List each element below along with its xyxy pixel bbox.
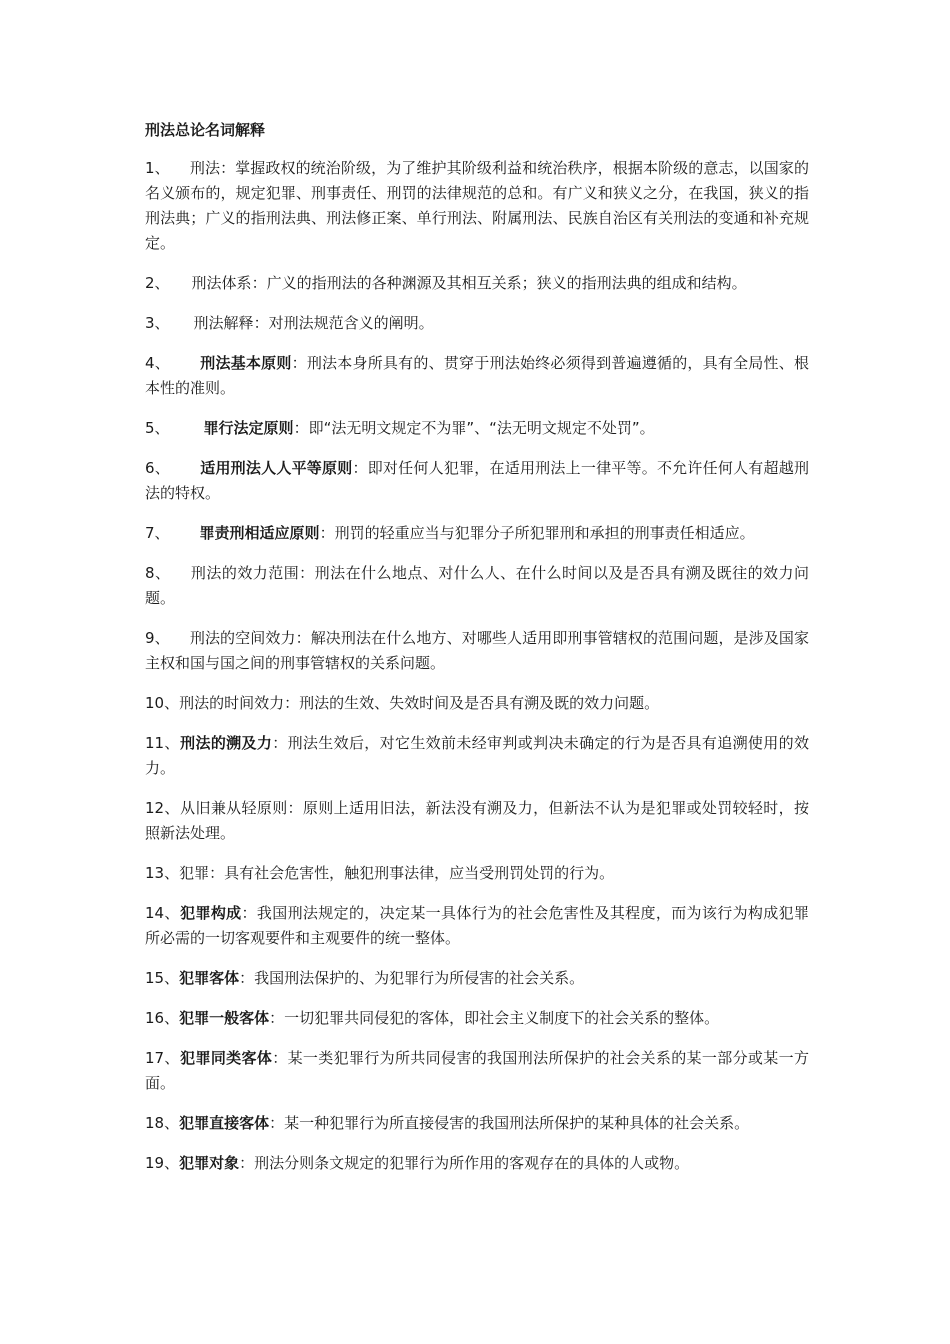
definition-entry: [145, 901, 809, 951]
entry-number: 14、: [145, 904, 180, 922]
entry-term: 适用刑法人人平等原则: [200, 459, 353, 477]
entry-separator: ：: [319, 524, 335, 542]
entry-number: 3、: [145, 314, 170, 332]
entry-number: 19、: [145, 1154, 180, 1172]
entry-term: 刑法的溯及力: [179, 734, 273, 752]
entry-definition: 我国刑法规定的，决定某一具体行为的社会危害性及其程度，而为该行为构成犯罪所必需的一切客观要件和主观要件的统一整体。: [145, 904, 809, 947]
entry-separator: ：: [287, 799, 303, 817]
entry-definition: 即“法无明文规定不为罪”、“法无明文规定不处罚”。: [308, 419, 655, 437]
entry-separator: ：: [220, 159, 236, 177]
entry-number: 12、: [145, 799, 180, 817]
entry-number: 16、: [145, 1009, 180, 1027]
entry-term: 犯罪同类客体: [179, 1049, 273, 1067]
entry-separator: ：: [299, 564, 315, 582]
definition-entry: [145, 521, 809, 546]
definition-entry: [145, 351, 809, 401]
entry-number: 18、: [145, 1114, 180, 1132]
definition-entry: [145, 416, 809, 441]
entry-term: 从旧兼从轻原则: [179, 799, 288, 817]
entry-definition: 刑法本身所具有的、贯穿于刑法始终必须得到普遍遵循的，具有全局性、根本性的准则。: [145, 354, 809, 397]
entry-separator: ：: [272, 1049, 288, 1067]
entry-separator: ：: [269, 1009, 285, 1027]
entry-separator: ：: [295, 629, 311, 647]
definition-entry: [145, 1151, 809, 1176]
definition-entry: [145, 626, 809, 676]
entry-separator: ：: [251, 274, 267, 292]
entry-separator: ：: [352, 459, 368, 477]
entry-term: 刑法的时间效力: [179, 694, 285, 712]
entry-separator: ：: [293, 419, 309, 437]
definition-list: [145, 156, 809, 1176]
entry-separator: ：: [239, 969, 255, 987]
entry-separator: ：: [272, 734, 288, 752]
entry-definition: 具有社会危害性，触犯刑事法律，应当受刑罚处罚的行为。: [224, 864, 615, 882]
entry-separator: ：: [241, 904, 257, 922]
entry-number: 10、: [145, 694, 180, 712]
entry-term: 刑法的空间效力: [189, 629, 296, 647]
entry-separator: ：: [291, 354, 307, 372]
entry-number: 8、: [145, 564, 171, 582]
definition-entry: [145, 156, 809, 256]
entry-term: 犯罪一般客体: [179, 1009, 270, 1027]
definition-entry: [145, 731, 809, 781]
entry-number: 6、: [145, 459, 170, 477]
entry-term: 犯罪直接客体: [179, 1114, 270, 1132]
entry-separator: ：: [253, 314, 269, 332]
entry-definition: 广义的指刑法的各种渊源及其相互关系；狭义的指刑法典的组成和结构。: [266, 274, 747, 292]
document-page: [145, 118, 809, 1191]
entry-term: 刑法基本原则: [200, 354, 292, 372]
entry-number: 17、: [145, 1049, 180, 1067]
entry-term: 犯罪客体: [179, 969, 240, 987]
entry-number: 2、: [145, 274, 170, 292]
definition-entry: [145, 1111, 809, 1136]
entry-definition: 对刑法规范含义的阐明。: [268, 314, 434, 332]
entry-separator: ：: [209, 864, 225, 882]
entry-definition: 我国刑法保护的、为犯罪行为所侵害的社会关系。: [254, 969, 585, 987]
definition-entry: [145, 561, 809, 611]
entry-number: 1、: [145, 159, 170, 177]
entry-term: 罪行法定原则: [203, 419, 294, 437]
entry-term: 刑法解释: [193, 314, 254, 332]
entry-definition: 一切犯罪共同侵犯的客体，即社会主义制度下的社会关系的整体。: [284, 1009, 720, 1027]
definition-entry: [145, 1046, 809, 1096]
entry-term: 罪责刑相适应原则: [199, 524, 320, 542]
definition-entry: [145, 861, 809, 886]
definition-entry: [145, 456, 809, 506]
entry-term: 犯罪: [179, 864, 210, 882]
entry-definition: 某一种犯罪行为所直接侵害的我国刑法所保护的某种具体的社会关系。: [284, 1114, 750, 1132]
entry-definition: 刑法的生效、失效时间及是否具有溯及既的效力问题。: [299, 694, 660, 712]
entry-separator: ：: [239, 1154, 255, 1172]
entry-definition: 刑法在什么地点、对什么人、在什么时间以及是否具有溯及既往的效力问题。: [145, 564, 809, 607]
entry-number: 15、: [145, 969, 180, 987]
entry-separator: ：: [269, 1114, 285, 1132]
definition-entry: [145, 966, 809, 991]
entry-definition: 解决刑法在什么地方、对哪些人适用即刑事管辖权的范围问题，是涉及国家主权和国与国之间的刑事管辖权的关系问题。: [145, 629, 809, 672]
definition-entry: [145, 271, 809, 296]
entry-number: 11、: [145, 734, 180, 752]
entry-number: 5、: [145, 419, 170, 437]
entry-number: 9、: [145, 629, 170, 647]
definition-entry: [145, 796, 809, 846]
entry-definition: 掌握政权的统治阶级，为了维护其阶级利益和统治秩序，根据本阶级的意志，以国家的名义颁布的，规定犯罪、刑事责任、刑罚的法律规范的总和。有广义和狭义之分，在我国，狭义的指刑法典；广义的指刑法典、刑法修正案、单行刑法、附属刑法、民族自治区有关刑法的变通和补充规定。: [145, 159, 809, 252]
entry-term: 刑法体系: [191, 274, 252, 292]
entry-term: 刑法的效力范围: [190, 564, 300, 582]
entry-term: 刑法: [189, 159, 221, 177]
entry-definition: 某一类犯罪行为所共同侵害的我国刑法所保护的社会关系的某一部分或某一方面。: [145, 1049, 809, 1092]
entry-definition: 刑罚的轻重应当与犯罪分子所犯罪刑和承担的刑事责任相适应。: [334, 524, 755, 542]
entry-term: 犯罪对象: [179, 1154, 240, 1172]
definition-entry: [145, 1006, 809, 1031]
entry-term: 犯罪构成: [179, 904, 242, 922]
entry-number: 7、: [145, 524, 170, 542]
entry-separator: ：: [284, 694, 300, 712]
definition-entry: [145, 311, 809, 336]
entry-definition: 即对任何人犯罪，在适用刑法上一律平等。不允许任何人有超越刑法的特权。: [145, 459, 809, 502]
entry-definition: 原则上适用旧法，新法没有溯及力，但新法不认为是犯罪或处罚较轻时，按照新法处理。: [145, 799, 809, 842]
entry-number: 13、: [145, 864, 180, 882]
definition-entry: [145, 691, 809, 716]
document-title: 刑法总论名词解释: [145, 121, 266, 139]
entry-definition: 刑法分则条文规定的犯罪行为所作用的客观存在的具体的人或物。: [254, 1154, 690, 1172]
entry-number: 4、: [145, 354, 170, 372]
entry-definition: 刑法生效后，对它生效前未经审判或判决未确定的行为是否具有追溯使用的效力。: [145, 734, 809, 777]
